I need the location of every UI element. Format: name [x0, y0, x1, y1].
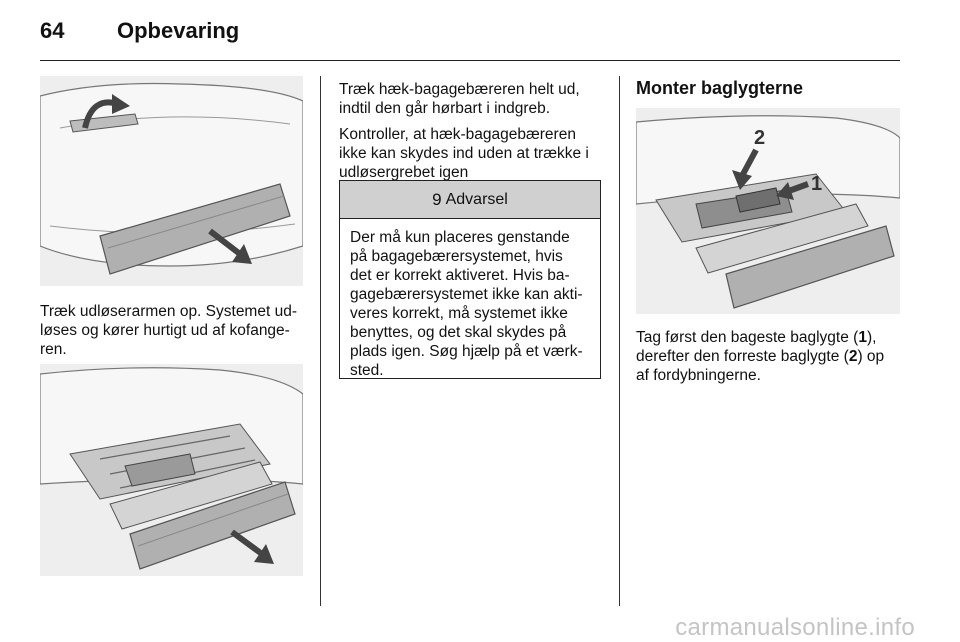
warning-title: Advarsel	[445, 190, 508, 208]
warning-box	[339, 180, 601, 379]
figure-carrier-extended	[40, 364, 303, 576]
figure-tail-lights	[636, 108, 900, 314]
caption-line: Træk udløserarmen op. Systemet ud-	[40, 303, 297, 320]
figure-release-lever	[40, 76, 303, 286]
warning-line: gagebærersystemet ikke kan akti-	[350, 286, 583, 303]
paragraph	[339, 125, 611, 182]
page-number: 64	[40, 18, 65, 43]
column-divider-right	[619, 76, 620, 606]
caption-line: ren.	[40, 341, 67, 358]
warning-line: veres korrekt, må systemet ikke	[350, 305, 568, 322]
text-fragment: ) op	[857, 348, 885, 365]
caption-line: løses og kører hurtigt ud af kofange-	[40, 322, 290, 339]
chapter-title: Opbevaring	[117, 18, 240, 43]
watermark: carmanualsonline.info	[675, 614, 915, 641]
tail-lights-illustration	[636, 108, 900, 314]
caption-release-lever	[40, 302, 312, 359]
warning-line: benyttes, og det skal skydes på	[350, 324, 567, 341]
text-line: Træk hæk-bagagebæreren helt ud,	[339, 81, 580, 98]
header-rule	[40, 60, 900, 61]
paragraph	[339, 80, 611, 118]
text-line: indtil den går hørbart i indgreb.	[339, 100, 551, 117]
ref-number-2: 2	[848, 348, 858, 365]
tail-lights-text	[636, 328, 906, 385]
warning-icon: 9	[432, 189, 442, 209]
warning-body	[340, 219, 600, 380]
warning-line: på bagagebærersystemet, hvis	[350, 248, 563, 265]
ref-number-1: 1	[858, 329, 867, 346]
column-divider-left	[320, 76, 321, 606]
text-line: udløsergrebet igen	[339, 164, 469, 181]
text-line: ikke kan skydes ind uden at trække i	[339, 145, 589, 162]
section-heading: Monter baglygterne	[636, 78, 804, 98]
warning-line: plads igen. Søg hjælp på et værk-	[350, 343, 583, 360]
warning-line: det er korrekt aktiveret. Hvis ba-	[350, 267, 570, 284]
text-fragment: ),	[866, 329, 877, 346]
warning-header	[340, 181, 600, 219]
warning-line: Der må kun placeres genstande	[350, 229, 570, 246]
release-lever-illustration	[40, 76, 303, 286]
text-line: Kontroller, at hæk-bagagebæreren	[339, 126, 576, 143]
figure-label-1: 1	[811, 173, 823, 195]
text-fragment: Tag først den bageste baglygte (	[636, 329, 859, 346]
text-fragment: derefter den forreste baglygte (	[636, 348, 849, 365]
carrier-extended-illustration	[40, 364, 303, 576]
warning-line: sted.	[350, 362, 384, 379]
column2-text	[339, 80, 611, 189]
text-line	[636, 328, 906, 347]
figure-label-2: 2	[754, 127, 766, 149]
text-line: af fordybningerne.	[636, 367, 761, 384]
text-line	[636, 347, 906, 366]
